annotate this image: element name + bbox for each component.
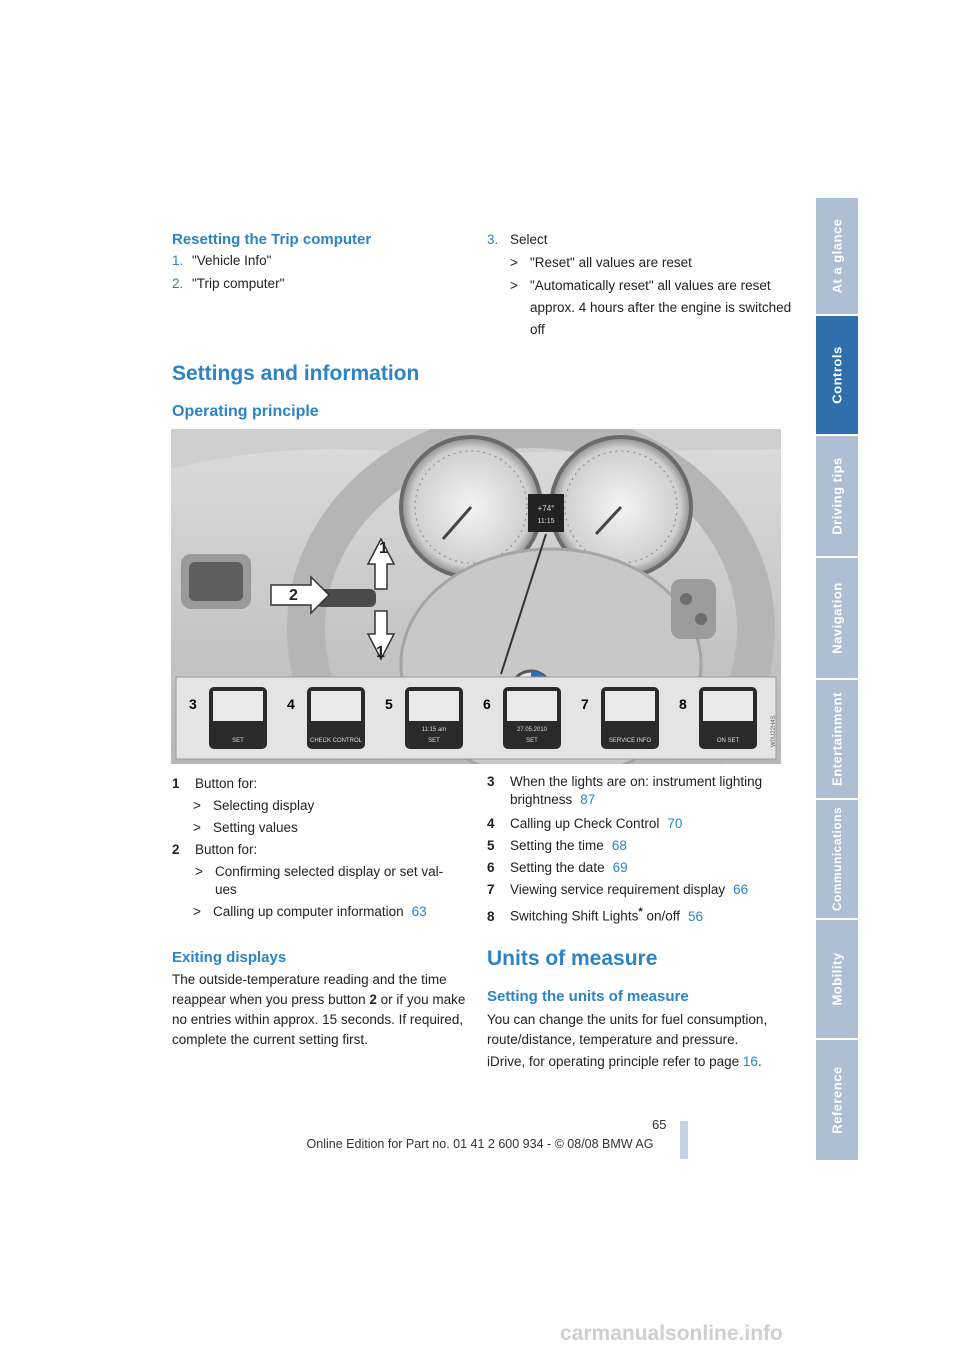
legend-item-1-bullet-2: > Setting values — [193, 820, 298, 835]
trip-bullet-2: > "Automatically reset" all values are reset approx. 4 hours after the engine is switched off — [510, 278, 792, 337]
trip-step-1: 1. "Vehicle Info" — [172, 253, 272, 268]
display-screen-6 — [507, 691, 557, 721]
section-heading-trip: Resetting the Trip computer — [172, 231, 372, 248]
exiting-paragraph: The outside-temperature reading and the time reappear when you press button 2 or if you make no entries within approx. 15 seconds. If required, complete the current setting first. — [172, 972, 466, 1047]
legend-item-2-bullet-1: > Confirming selected display or set val-ues — [195, 864, 444, 897]
subheading-setting-units: Setting the units of measure — [487, 988, 689, 1005]
legend-item-4: 4 Calling up Check Control 70 — [487, 816, 683, 831]
tab-communications[interactable]: Communications — [816, 800, 858, 920]
page-ref-87[interactable]: 87 — [580, 792, 596, 807]
page-ref-16[interactable]: 16 — [742, 1054, 758, 1069]
tab-reference[interactable]: Reference — [816, 1040, 858, 1162]
legend-right — [487, 773, 787, 928]
display-screen-7 — [605, 691, 655, 721]
display-label-8: ON SET — [716, 738, 740, 744]
asterisk-icon: * — [638, 906, 643, 918]
svg-text:+74°: +74° — [537, 504, 555, 513]
legend-item-3: 3 When the lights are on: instrument lighting brightness 87 — [487, 774, 763, 807]
section-heading-settings: Settings and information — [172, 362, 420, 385]
units-idrive-line: iDrive, for operating principle refer to page 16. — [487, 1054, 762, 1069]
trip-bullet-1: > "Reset" all values are reset — [510, 255, 692, 270]
display-callout-5: 5 — [385, 696, 393, 712]
units-paragraph: You can change the units for fuel consumption, route/distance, temperature and pressure. — [487, 1012, 768, 1047]
section-heading-exiting: Exiting displays — [172, 949, 287, 966]
display-value-6: 27.05.2010 — [516, 727, 548, 733]
page-number: 65 — [652, 1117, 667, 1132]
tab-controls[interactable]: Controls — [816, 316, 858, 436]
section-heading-units: Units of measure — [487, 947, 658, 970]
display-label-6: SET — [526, 738, 538, 744]
legend-item-1: 1 Button for: — [172, 776, 258, 791]
callout-1-bottom: 1 — [376, 644, 385, 661]
trip-step-2: 2. "Trip computer" — [172, 276, 285, 291]
legend-item-8: 8 Switching Shift Lights* on/off 56 — [487, 906, 704, 924]
legend-left — [172, 773, 472, 923]
footer-text: Online Edition for Part no. 01 41 2 600 934 - © 08/08 BMW AG — [306, 1137, 654, 1151]
page-ref-69[interactable]: 69 — [612, 860, 628, 875]
steering-wheel-illustration — [171, 429, 781, 764]
display-callout-7: 7 — [581, 696, 589, 712]
tab-driving-tips[interactable]: Driving tips — [816, 436, 858, 558]
legend-item-2: 2 Button for: — [172, 842, 258, 857]
page-ref-66[interactable]: 66 — [733, 882, 749, 897]
page-ref-63[interactable]: 63 — [411, 904, 427, 919]
page-ref-70[interactable]: 70 — [667, 816, 683, 831]
legend-item-5: 5 Setting the time 68 — [487, 838, 627, 853]
tab-navigation[interactable]: Navigation — [816, 558, 858, 680]
legend-item-6: 6 Setting the date 69 — [487, 860, 628, 875]
callout-1-top: 1 — [379, 540, 388, 557]
watermark: carmanualsonline.info — [560, 1322, 783, 1345]
tab-entertainment[interactable]: Entertainment — [816, 680, 858, 800]
page-ref-68[interactable]: 68 — [611, 838, 627, 853]
display-callout-3: 3 — [189, 696, 197, 712]
tab-mobility[interactable]: Mobility — [816, 920, 858, 1040]
display-label-3: SET — [232, 738, 244, 744]
subheading-operating-principle: Operating principle — [172, 403, 319, 420]
display-screen-5 — [409, 691, 459, 721]
legend-item-2-bullet-2: > Calling up computer information 63 — [193, 904, 427, 919]
callout-2: 2 — [289, 587, 298, 604]
tab-at-a-glance[interactable]: At a glance — [816, 198, 858, 316]
page-ref-56[interactable]: 56 — [688, 908, 704, 924]
trip-step-3: 3. Select — [487, 232, 548, 247]
figure-code: W0U22H4S — [771, 715, 777, 747]
display-screen-4 — [311, 691, 361, 721]
chapter-sidebar — [816, 198, 858, 1160]
display-label-4: CHECK CONTROL — [309, 738, 363, 744]
display-value-5: 11:15 am — [421, 727, 447, 733]
display-callout-4: 4 — [287, 696, 295, 712]
display-callout-6: 6 — [483, 696, 491, 712]
display-callout-8: 8 — [679, 696, 687, 712]
display-label-5: SET — [428, 738, 440, 744]
svg-text:11:15: 11:15 — [537, 518, 555, 525]
display-screen-8 — [703, 691, 753, 721]
legend-item-1-bullet-1: > Selecting display — [193, 798, 315, 813]
legend-item-7: 7 Viewing service requirement display 66 — [487, 882, 749, 897]
display-label-7: SERVICE INFO — [608, 738, 652, 744]
display-screen-3 — [213, 691, 263, 721]
